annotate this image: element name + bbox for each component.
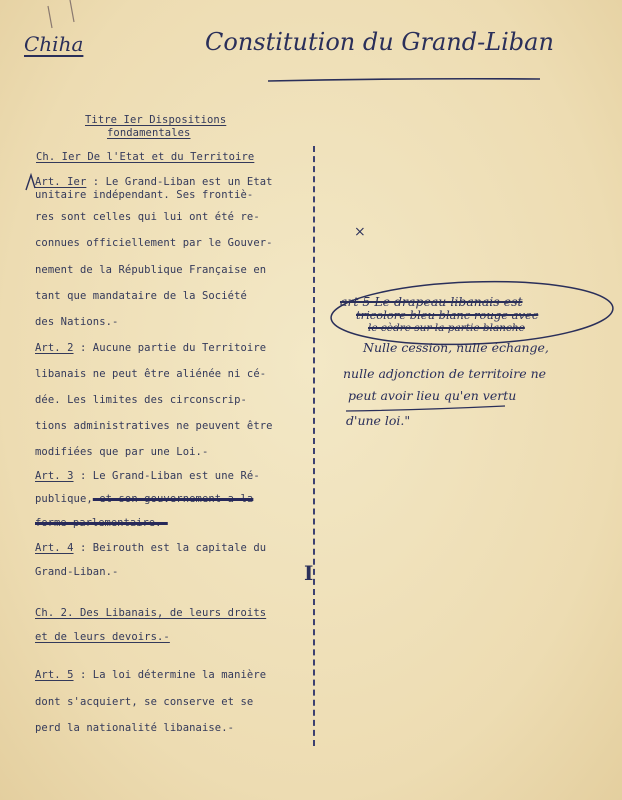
article2-line3: dée. Les limites des circonscrip- [35,394,247,406]
article1-line7: des Nations.- [35,316,119,328]
margin-marker: I [304,561,314,585]
margin-note-struck1: art 5 Le drapeau libanais est [340,294,523,309]
article2-label: Art. 2 [35,342,74,354]
article4-line2: Grand-Liban.- [35,566,119,578]
article2-line4: tions administratives ne peuvent être [35,420,273,432]
article3-line1: : Le Grand-Liban est une Ré- [73,470,260,482]
article2-line1: : Aucune partie du Territoire [73,342,267,354]
article5-label: Art. 5 [35,669,74,681]
article1-label: Art. Ier [35,176,87,188]
article2-line5: modifiées que par une Loi.- [35,446,209,458]
article1-line2: unitaire indépendant. Ses frontiè- [35,189,254,201]
article1-line4: connues officiellement par le Gouver- [35,237,273,249]
article1-line6: tant que mandataire de la Société [35,290,247,302]
chapter1-title: Ch. Ier De l'Etat et du Territoire [36,151,255,163]
article4-line1: : Beirouth est la capitale du [73,542,267,554]
cross-mark: × [354,224,366,240]
article4-label: Art. 4 [35,542,74,554]
margin-note-line3: peut avoir lieu qu'en vertu [348,388,517,403]
margin-note-struck2: tricolore bleu blanc rouge avec [356,308,539,322]
article3-line2-kept: publique, [35,493,93,505]
margin-note-line4: d'une loi." [346,413,411,428]
margin-note-line2: nulle adjonction de territoire ne [343,366,547,381]
title-heading-line1: Titre Ier Dispositions [85,114,227,126]
chapter2-title-line2: et de leurs devoirs.- [35,631,170,643]
article1-line5: nement de la République Française en [35,264,267,276]
margin-note-line1: Nulle cession, nulle échange, [363,340,549,355]
article3-label: Art. 3 [35,470,74,482]
article3-line2-struck: et son gouvernement a la [92,493,254,505]
article5-line1: : La loi détermine la manière [73,669,267,681]
article1-line3: res sont celles qui lui ont été re- [35,211,260,223]
article5-line2: dont s'acquiert, se conserve et se [35,696,254,708]
article1-line1: : Le Grand-Liban est un Etat [86,176,273,188]
article2-line2: libanais ne peut être aliénée ni cé- [35,368,267,380]
margin-note-struck3: le cèdre sur la partie blanche [368,322,525,334]
title-heading-line2: fondamentales [107,127,191,139]
article3-line3-struck: forme parlementaire.- [35,517,168,529]
article5-line3: perd la nationalité libanaise.- [35,722,235,734]
handwritten-title: Constitution du Grand-Liban [205,28,554,56]
handwritten-name: Chiha [24,32,84,56]
chapter2-title-line1: Ch. 2. Des Libanais, de leurs droits [35,607,267,619]
